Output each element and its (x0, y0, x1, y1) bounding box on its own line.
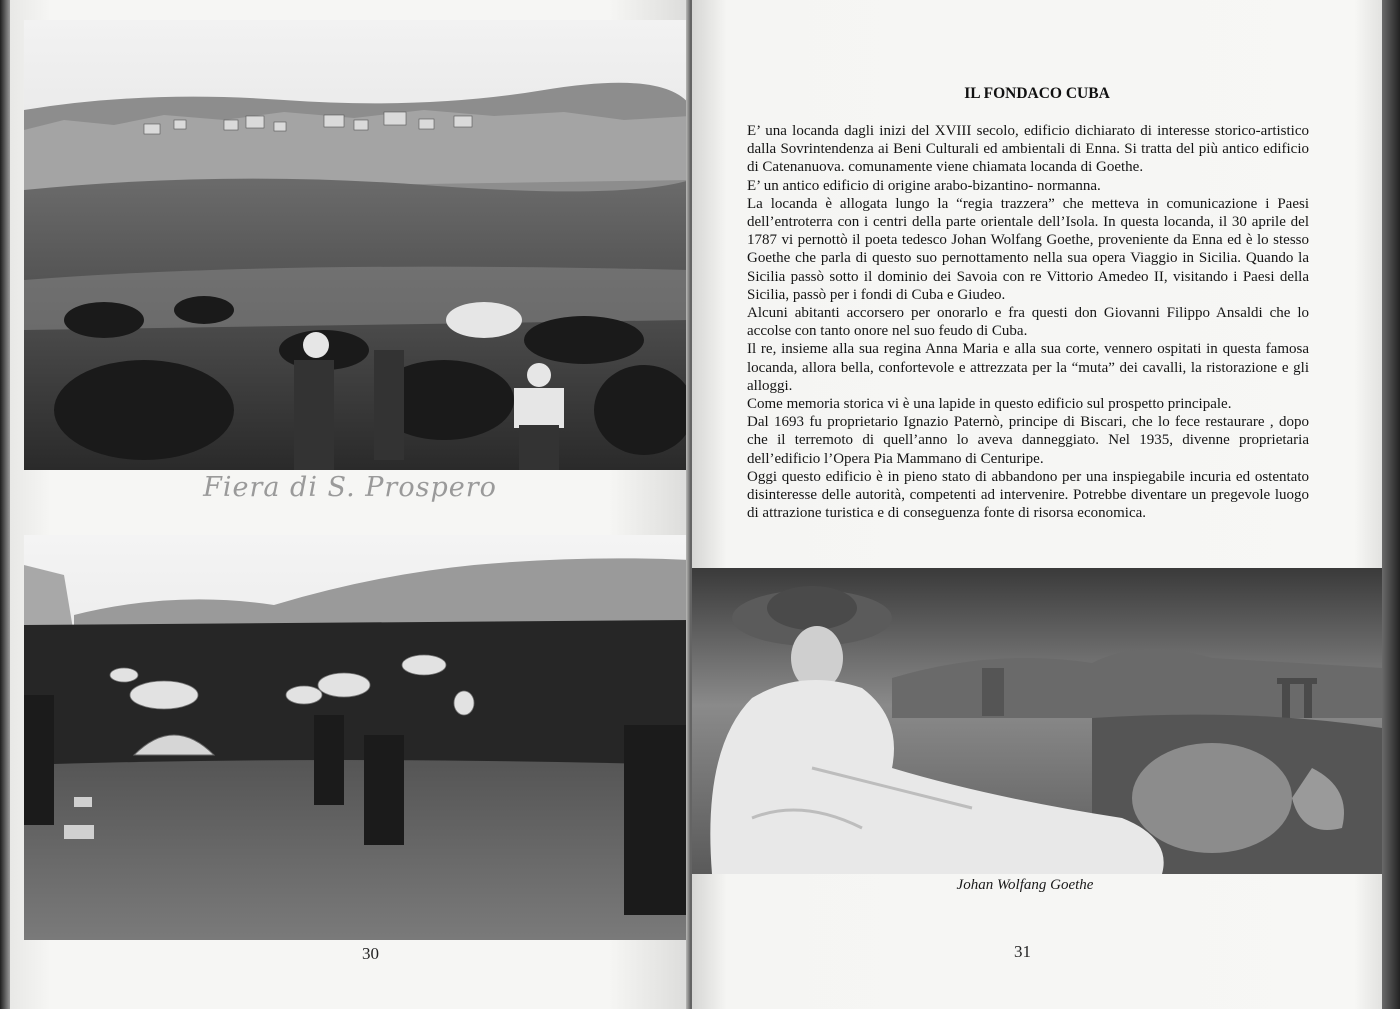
page-right (692, 0, 1382, 1009)
photo-caption: Fiera di S. Prospero (203, 472, 497, 503)
paragraph: La locanda è allogata lungo la “regia trazzera” che metteva in comunicazione i Paesi dell’entroterra con i centri della parte orientale dell’Isola. In questa locanda, il 30 aprile del 1787 vi pernottò il poeta tedesco Johan Wolfang Goethe, proveniente da Enna ed è lo stesso Goethe che parla di questo suo pernottamento nella sua opera Viaggio in Sicilia. Quando la Sicilia passò sotto il dominio dei Savoia con re Vittorio Amedeo II, visitando i Paesi della Sicilia, passò per i fondi di Cuba e Giudeo. (747, 195, 1309, 303)
paragraph: Alcuni abitanti accorsero per onorarlo e fra questi don Giovanni Filippo Ansaldi che lo accolse con tanto onore nel suo feudo di Cuba. (747, 305, 1309, 340)
book-edge-right (1382, 0, 1400, 1009)
page-number-right: 31 (1014, 942, 1031, 961)
portrait-caption: Johan Wolfang Goethe (956, 877, 1094, 893)
page-number-left: 30 (362, 944, 379, 963)
paragraph: Il re, insieme alla sua regina Anna Maria e alla sua corte, vennero ospitati in questa famosa locanda, allora bella, confortevole e attrezzata per la “muta” dei cavalli, la ristorazione e gli alloggi. (747, 341, 1309, 394)
article-title: IL FONDACO CUBA (964, 85, 1110, 102)
paragraph: Oggi questo edificio è in pieno stato di abbandono per una inspiegabile incuria ed ostentato disinteresse delle autorità, competenti ad intervenire. Potrebbe diventare un pregevole luogo di attrazione turistica e di conseguenza fonte di risorsa economica. (747, 468, 1309, 522)
article-body (747, 122, 1309, 522)
paragraph: Dal 1693 fu proprietario Ignazio Paternò, principe di Biscari, che lo fece restaurare , dopo che il terremoto di quell’anno lo aveva danneggiato. Nel 1935, divenne proprietaria dell’edificio l’Opera Pia Mammano di Centuripe. (747, 414, 1309, 467)
book-edge-left (0, 0, 10, 1009)
market-umbrellas-photo (24, 535, 690, 940)
market-village-photo (24, 20, 690, 470)
paragraph: E’ una locanda dagli inizi del XVIII secolo, edificio dichiarato di interesse storico-artistico dalla Sovrintendenza ai Beni Culturali ed ambientali di Enna. Si tratta del più antico edificio di Catenanuova. comunamente viene chiamata locanda di Goethe. (747, 123, 1309, 176)
page-left (10, 0, 690, 1009)
paragraph: Come memoria storica vi è una lapide in questo edificio sul prospetto principale. (747, 396, 1232, 413)
goethe-portrait-painting (692, 568, 1382, 874)
paragraph: E’ un antico edificio di origine arabo-bizantino- normanna. (747, 177, 1101, 194)
